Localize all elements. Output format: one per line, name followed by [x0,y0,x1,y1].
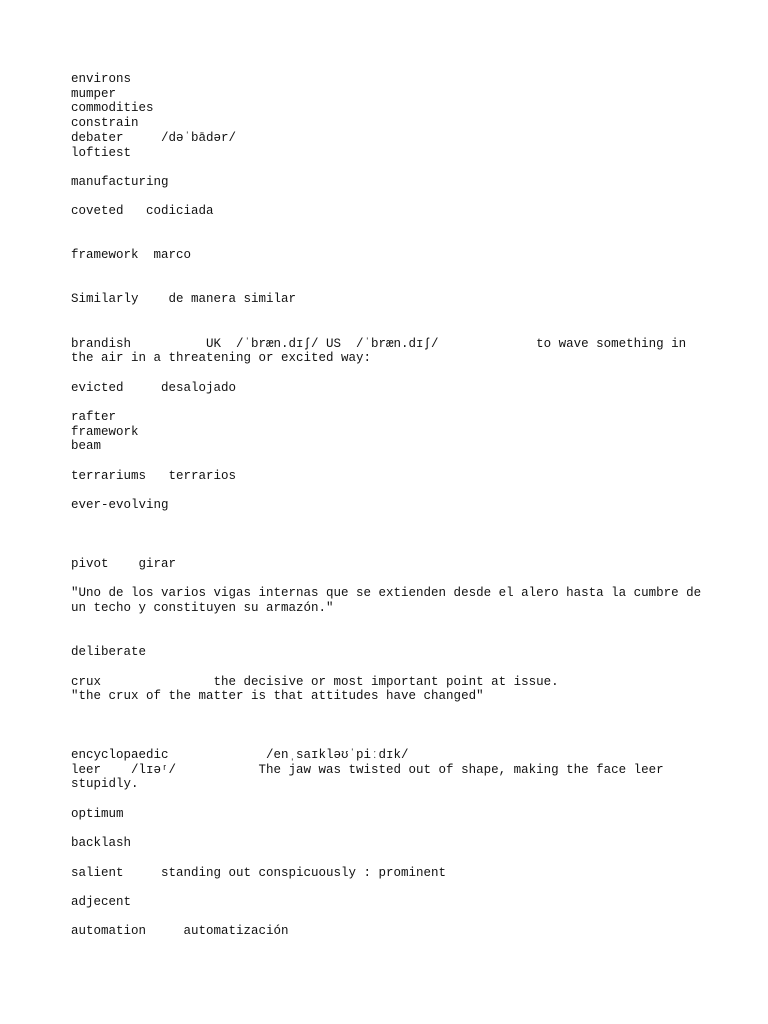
line-loftiest: loftiest [71,145,132,160]
blank-line [71,630,711,645]
line-mumper: mumper [71,86,117,101]
blank-line [71,822,711,837]
blank-line [71,733,711,748]
blank-line [71,454,711,469]
blank-line [71,263,711,278]
blank-line [71,307,711,322]
line-terrariums: terrariums terrarios [71,468,237,483]
blank-line [71,278,711,293]
line-pivot: pivot girar [71,556,177,571]
blank-line [71,792,711,807]
blank-line [71,219,711,234]
line-brandish: brandish UK /ˈbræn.dɪʃ/ US /ˈbræn.dɪʃ/ to wave something in the air in a threatening or excited way: [71,336,694,366]
line-automation: automation automatización [71,924,289,939]
blank-line [71,160,711,175]
blank-line [71,528,711,543]
blank-line [71,851,711,866]
blank-line [71,366,711,381]
line-similarly: Similarly de manera similar [71,292,297,307]
blank-line [71,880,711,895]
line-crux: crux the decisive or most important point at issue. [71,674,559,689]
line-leer: leer /lɪəʳ/ The jaw was twisted out of shape, making the face leer stupidly. [71,762,672,792]
line-beam: beam [71,439,102,454]
blank-line [71,660,711,675]
line-crux-example: "the crux of the matter is that attitudes have changed" [71,689,484,704]
line-framework: framework [71,424,139,439]
blank-line [71,513,711,528]
line-framework-marco: framework marco [71,248,192,263]
line-manufacturing: manufacturing [71,174,169,189]
blank-line [71,395,711,410]
line-ever-evolving: ever-evolving [71,498,169,513]
line-adjecent: adjecent [71,894,132,909]
line-commodities: commodities [71,101,154,116]
line-encyclopaedic: encyclopaedic /enˌsaɪkləʊˈpiːdɪk/ [71,748,409,762]
document-body [71,72,711,939]
blank-line [71,190,711,205]
blank-line [71,542,711,557]
line-deliberate: deliberate [71,645,147,660]
line-environs: environs [71,72,132,86]
blank-line [71,572,711,587]
line-optimum: optimum [71,806,124,821]
line-salient: salient standing out conspicuously : prominent [71,865,447,880]
line-rafter: rafter [71,410,117,425]
line-debater: debater /dəˈbādər/ [71,130,237,145]
blank-line [71,616,711,631]
line-coveted: coveted codiciada [71,204,214,219]
blank-line [71,719,711,734]
blank-line [71,704,711,719]
blank-line [71,910,711,925]
line-constrain: constrain [71,116,139,131]
line-backlash: backlash [71,836,132,851]
blank-line [71,484,711,499]
blank-line [71,234,711,249]
line-evicted: evicted desalojado [71,380,237,395]
blank-line [71,322,711,337]
line-quote-vigas: "Uno de los varios vigas internas que se extienden desde el alero hasta la cumbre de un techo y constituyen su armazón." [71,586,709,616]
